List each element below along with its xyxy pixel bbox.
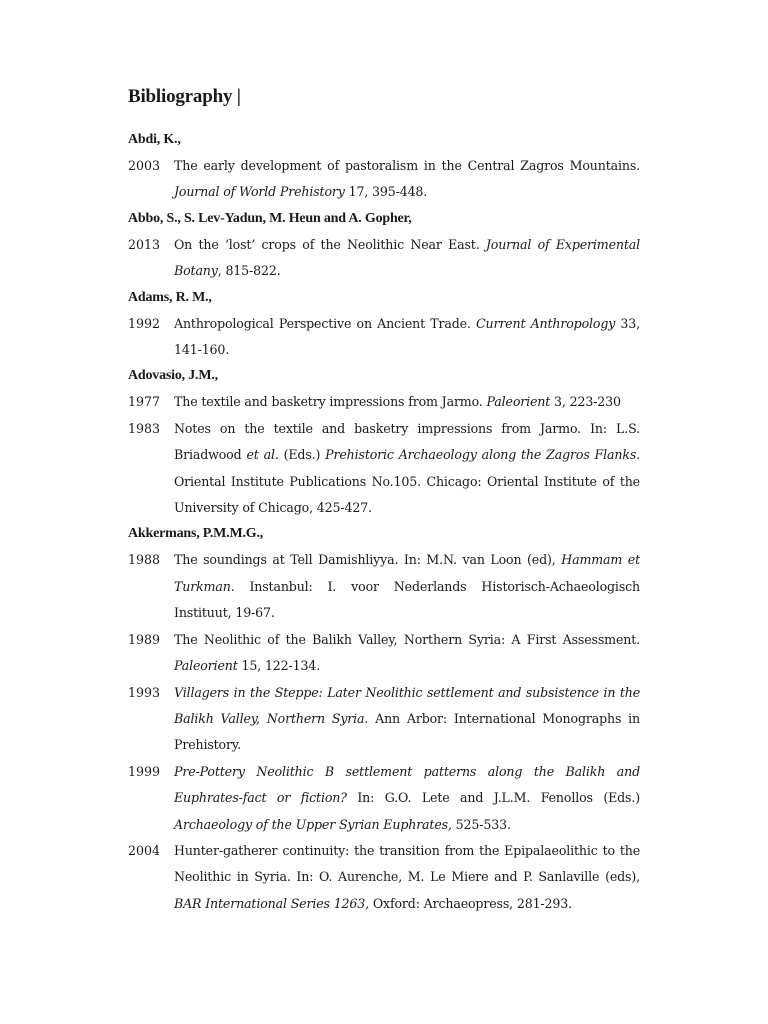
citation-text: Instanbul: I. voor Nederlands Historisch-Achaeologisch Instituut, 19-67.	[174, 578, 640, 621]
citation-italic-text: Archaeology of the Upper Syrian Euphrates,	[174, 816, 452, 832]
bibliography-entry	[128, 232, 640, 285]
entry-citation	[174, 680, 640, 759]
citation-italic-text: Paleorient	[486, 394, 551, 410]
citation-text: The textile and basketry impressions from Jarmo.	[174, 394, 487, 410]
citation-text: The early development of pastoralism in the Central Zagros Mountains.	[174, 158, 640, 173]
author-heading: Adovasio, J.M.,	[128, 368, 218, 384]
entry-citation	[174, 153, 640, 206]
citation-italic-text: Paleorient	[174, 658, 238, 674]
entry-year: 1992	[128, 315, 161, 331]
citation-italic-text: et al.	[246, 447, 279, 463]
entry-year: 1983	[128, 420, 161, 436]
citation-italic-text: Prehistoric Archaeology along the Zagros Flanks.	[325, 447, 640, 463]
entry-year: 2004	[128, 842, 161, 858]
entry-year: 1993	[128, 684, 161, 700]
citation-text: Notes on the textile and basketry impressions from Jarmo. In: L.S. Briadwood	[174, 420, 640, 463]
bibliography-entry	[128, 416, 640, 522]
bibliography-list	[128, 127, 640, 917]
citation-italic-text: Journal of Experimental Botany	[174, 236, 640, 279]
author-heading: Abbo, S., S. Lev-Yadun, M. Heun and A. Gopher,	[128, 210, 412, 226]
bibliography-entry	[128, 759, 640, 838]
citation-text: In: G.O. Lete and J.L.M. Fenollos (Eds.)	[346, 790, 640, 806]
citation-text: Oxford: Archaeopress, 281-293.	[369, 895, 572, 911]
entry-citation	[174, 416, 640, 522]
entry-citation	[174, 232, 640, 285]
citation-text: 525-533.	[451, 816, 511, 832]
entry-year: 2003	[128, 158, 161, 173]
citation-text: 17, 395-448.	[344, 184, 428, 200]
citation-text: Hunter-gatherer continuity: the transition from the Epipalaeolithic to the Neolithic in Syria. In: O. Aurenche, M. Le Miere and P. Sanlaville (eds),	[174, 842, 640, 885]
entry-year: 1989	[128, 631, 161, 647]
page-title: Bibliography |	[128, 86, 241, 107]
citation-text: The soundings at Tell Damishliyya. In: M.N. van Loon (ed),	[174, 552, 562, 568]
citation-italic-text: Villagers in the Steppe: Later Neolithic settlement and subsistence in the Balikh Valley, Northern Syria.	[174, 684, 640, 726]
bibliography-entry	[128, 547, 640, 626]
citation-italic-text: BAR International Series 1263,	[174, 895, 369, 911]
author-heading: Akkermans, P.M.M.G.,	[128, 526, 264, 542]
entry-year: 1999	[128, 763, 161, 779]
entry-citation	[174, 838, 640, 917]
bibliography-entry	[128, 311, 640, 364]
entry-citation	[174, 547, 640, 626]
bibliography-entry	[128, 838, 640, 917]
entry-citation	[174, 311, 640, 364]
citation-text: 33, 141-160.	[174, 315, 641, 358]
citation-text: Oriental Institute Publications No.105. Chicago: Oriental Institute of the University of Chicago, 425-427.	[174, 473, 640, 516]
citation-italic-text: Hammam et Turkman.	[174, 552, 640, 594]
citation-text: Ann Arbor: International Monographs in Prehistory.	[174, 710, 640, 753]
entry-citation	[174, 627, 640, 680]
bibliography-entry	[128, 627, 640, 680]
author-heading: Adams, R. M.,	[128, 289, 212, 305]
bibliography-entry	[128, 389, 640, 415]
entry-citation	[174, 759, 640, 838]
citation-text: The Neolithic of the Balikh Valley, Northern Syria: A First Assessment.	[174, 631, 640, 647]
entry-year: 1988	[128, 552, 161, 568]
citation-text: (Eds.)	[278, 447, 326, 463]
bibliography-entry	[128, 153, 640, 206]
entry-year: 2013	[128, 236, 161, 252]
citation-text: 15, 122-134.	[237, 658, 321, 674]
bibliography-entry	[128, 680, 640, 759]
entry-year: 1977	[128, 394, 161, 410]
citation-italic-text: Pre-Pottery Neolithic B settlement patterns along the Balikh and Euphrates-fact or fiction?	[174, 763, 640, 806]
citation-italic-text: Current Anthropology	[476, 315, 616, 331]
citation-italic-text: Journal of World Prehistory	[174, 184, 345, 200]
citation-text: On the ‘lost’ crops of the Neolithic Near East.	[174, 236, 486, 252]
entry-citation	[174, 389, 640, 415]
citation-text: 3, 223-230	[550, 394, 621, 410]
citation-text: Anthropological Perspective on Ancient Trade.	[174, 315, 476, 331]
citation-text: , 815-822.	[217, 263, 281, 279]
author-heading: Abdi, K.,	[128, 132, 181, 147]
